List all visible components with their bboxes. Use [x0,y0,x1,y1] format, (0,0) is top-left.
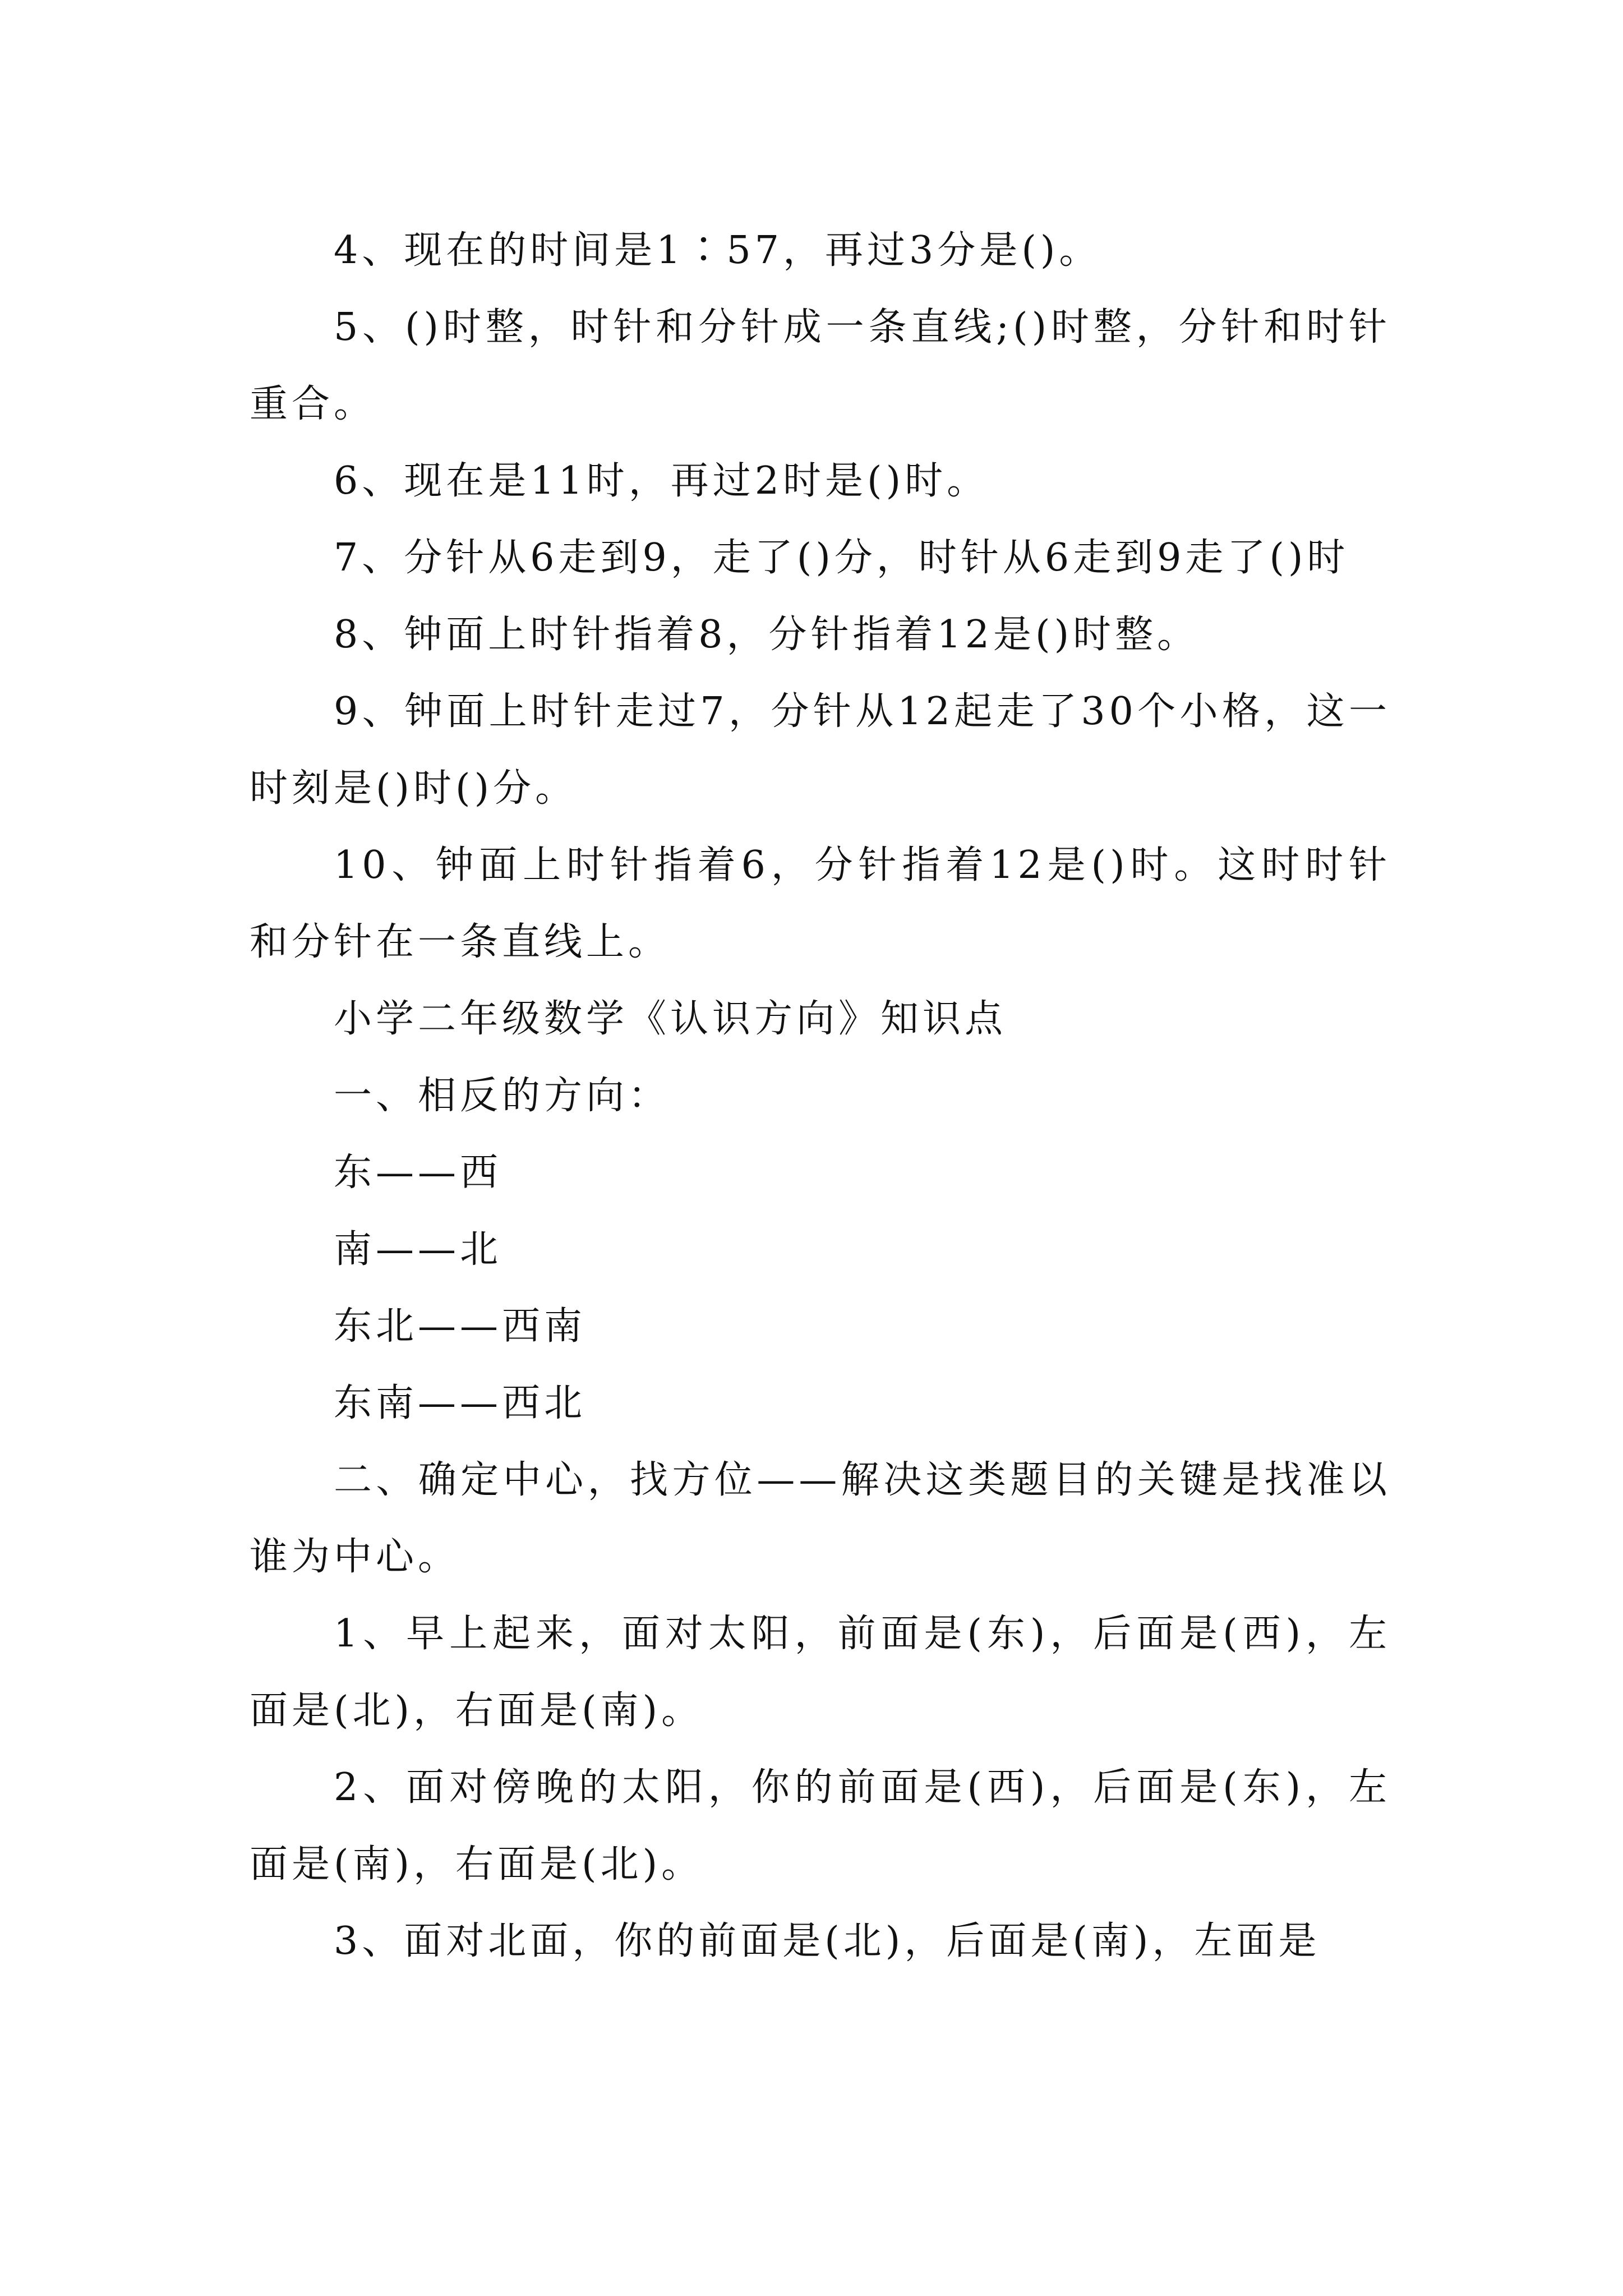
question-6: 6、现在是11时，再过2时是()时。 [334,459,989,503]
direction-pair: 东北——西南 [334,1304,587,1349]
document-body [250,212,1391,1980]
example-2: 2、面对傍晚的太阳，你的前面是(西)，后面是(东)，左面是(南)，右面是(北)。 [250,1765,1391,1887]
question-4: 4、现在的时间是1∶57，再过3分是()。 [334,228,1101,273]
heading-find-center: 二、确定中心，找方位——解决这类题目的关键是找准以谁为中心。 [250,1458,1391,1579]
heading-opposite-directions: 一、相反的方向： [334,1074,671,1118]
direction-pair: 南——北 [334,1227,502,1272]
example-3: 3、面对北面，你的前面是(北)，后面是(南)，左面是 [334,1919,1321,1963]
direction-pair: 东——西 [334,1151,502,1195]
question-9: 9、钟面上时针走过7，分针从12起走了30个小格，这一时刻是()时()分。 [250,689,1391,811]
section-title: 小学二年级数学《认识方向》知识点 [334,997,1007,1041]
example-1: 1、早上起来，面对太阳，前面是(东)，后面是(西)，左面是(北)，右面是(南)。 [250,1612,1391,1733]
question-7: 7、分针从6走到9，走了()分，时针从6走到9走了()时 [334,536,1349,580]
question-10: 10、钟面上时针指着6，分针指着12是()时。这时时针和分针在一条直线上。 [250,843,1391,964]
direction-pair: 东南——西北 [334,1381,587,1425]
question-8: 8、钟面上时针指着8，分针指着12是()时整。 [334,613,1200,657]
question-5: 5、()时整，时针和分针成一条直线;()时整，分针和时针重合。 [250,305,1391,426]
